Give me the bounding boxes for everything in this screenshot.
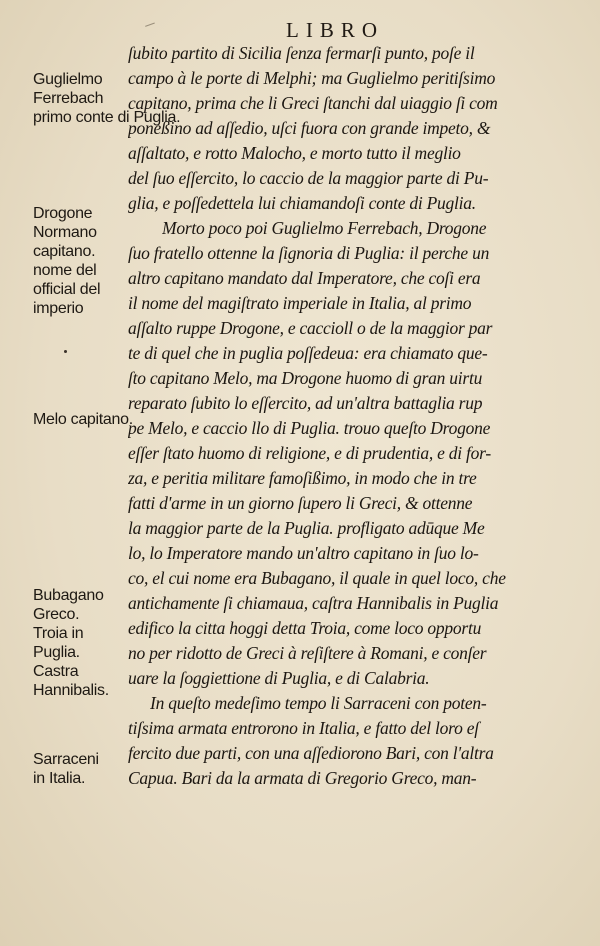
text-line: pe Melo, e caccio llo di Puglia. trouo queſto Drogone (128, 418, 491, 438)
text-line: lo, lo Imperatore mando un'altro capitano in ſuo lo- (128, 543, 479, 563)
text-line: altro capitano mandato dal Imperatore, che coſi era (128, 268, 481, 288)
text-line: aſſaltato, e rotto Malocho, e morto tutto il meglio (128, 143, 461, 163)
text-line: eſſer ſtato huomo di religione, e di prudentia, e di for- (128, 443, 491, 463)
text-line: Morto poco poi Guglielmo Ferrebach, Drogone (162, 218, 487, 238)
text-line: campo à le porte di Melphi; ma Guglielmo peritiſsimo (128, 68, 496, 88)
margin-note-drogone: Drogone Normano capitano. nome del official del imperio (33, 205, 101, 317)
text-line: In queſto medeſimo tempo li Sarraceni con poten- (150, 693, 487, 713)
text-line: edifico la citta hoggi detta Troia, come loco opportu (128, 618, 482, 638)
margin-note-sarraceni: Sarraceni in Italia. (33, 751, 99, 787)
text-line: co, el cui nome era Bubagano, il quale in quel loco, che (128, 568, 506, 588)
running-title: LIBRO (286, 18, 384, 42)
text-line: uare la ſoggiettione di Puglia, e di Calabria. (128, 668, 430, 688)
text-line: ſubito partito di Sicilia ſenza fermarſi punto, poſe il (128, 43, 475, 63)
margin-notes (0, 0, 181, 946)
text-line: aſſalto ruppe Drogone, e caccioll o de la maggior par (128, 318, 493, 338)
text-line: antichamente ſi chiamaua, caſtra Hannibalis in Puglia (128, 593, 499, 613)
text-line: la maggior parte de la Puglia. profligato adūque Me (128, 518, 485, 538)
main-text (128, 0, 568, 946)
text-line: capitano, prima che li Greci ſtanchi dal uiaggio ſi com (128, 93, 498, 113)
text-line: tiſsima armata entrorono in Italia, e fatto del loro eſ (128, 718, 479, 738)
text-line: glia, e poſſedettela lui chiamandoſi conte di Puglia. (128, 193, 476, 213)
text-line: fercito due parti, con una aſſediorono Bari, con l'altra (128, 743, 494, 763)
text-line: il nome del magiſtrato imperiale in Italia, al primo (128, 293, 472, 313)
text-line: fatti d'arme in un giorno ſupero li Greci, & ottenne (128, 493, 473, 513)
text-line: no per ridotto de Greci à reſiſtere à Romani, e conſer (128, 643, 487, 663)
text-line: te di quel che in puglia poſſedeua: era chiamato que- (128, 343, 488, 363)
text-line: poneßino ad aſſedio, uſci fuora con grande impeto, & (128, 118, 491, 138)
text-line: Capua. Bari da la armata di Gregorio Greco, man- (128, 768, 477, 788)
margin-note-melo: Melo capitano. (33, 411, 133, 428)
text-line: ſto capitano Melo, ma Drogone huomo di gran uirtu (128, 368, 483, 388)
ink-dot (64, 350, 67, 353)
text-line: reparato ſubito lo eſſercito, ad un'altra battaglia rup (128, 393, 483, 413)
text-line: za, e peritia militare famoſißimo, in modo che in tre (128, 468, 477, 488)
text-line: ſuo fratello ottenne la ſignoria di Puglia: il perche un (128, 243, 490, 263)
text-line: del ſuo eſſercito, lo caccio de la maggior parte di Pu- (128, 168, 489, 188)
margin-note-bubagano: Bubagano Greco. Troia in Puglia. Castra Hannibalis. (33, 587, 109, 699)
margin-note-guglielmo: Guglielmo Ferrebach primo conte di Puglia. (33, 71, 181, 126)
